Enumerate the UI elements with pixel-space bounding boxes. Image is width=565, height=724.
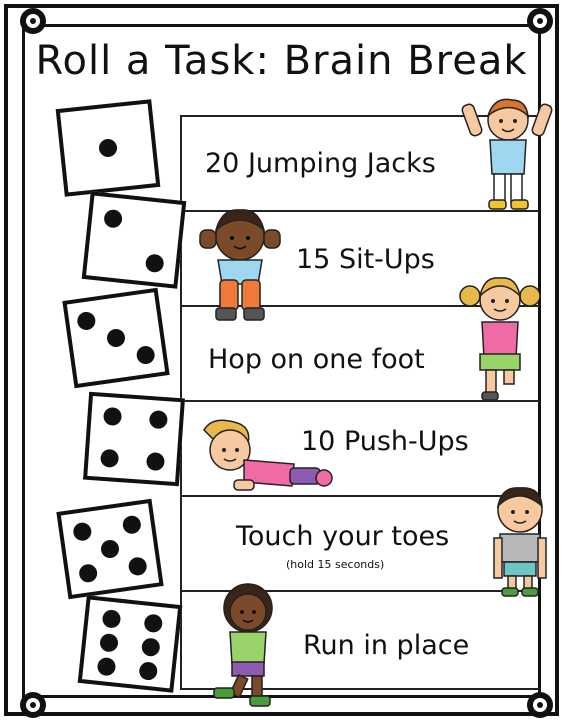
task-label-2: 15 Sit-Ups — [296, 244, 435, 275]
task-label-6: Run in place — [303, 630, 470, 661]
corner-swirl-icon — [527, 692, 553, 718]
corner-swirl-icon — [527, 8, 553, 34]
corner-swirl-icon — [20, 692, 46, 718]
task-label-1: 20 Jumping Jacks — [205, 148, 436, 179]
die-face-5-icon — [56, 499, 163, 600]
die-face-1-icon — [56, 99, 161, 197]
kid-jumping-jacks-icon — [460, 92, 556, 216]
task-label-4: 10 Push-Ups — [301, 426, 469, 457]
die-face-4-icon — [83, 392, 185, 486]
kid-sit-ups-icon — [196, 204, 284, 328]
page-title: Roll a Task: Brain Break — [35, 38, 528, 84]
die-face-3-icon — [62, 288, 169, 389]
die-face-2-icon — [82, 191, 187, 289]
task-note-5: (hold 15 seconds) — [286, 558, 385, 571]
kid-touch-toes-icon — [488, 482, 552, 600]
corner-swirl-icon — [20, 8, 46, 34]
task-label-5: Touch your toes — [236, 521, 450, 552]
kid-run-icon — [210, 578, 286, 710]
task-label-3: Hop on one foot — [208, 344, 425, 375]
die-face-6-icon — [78, 595, 183, 693]
kid-push-ups-icon — [194, 414, 338, 500]
kid-hop-icon — [458, 270, 542, 404]
